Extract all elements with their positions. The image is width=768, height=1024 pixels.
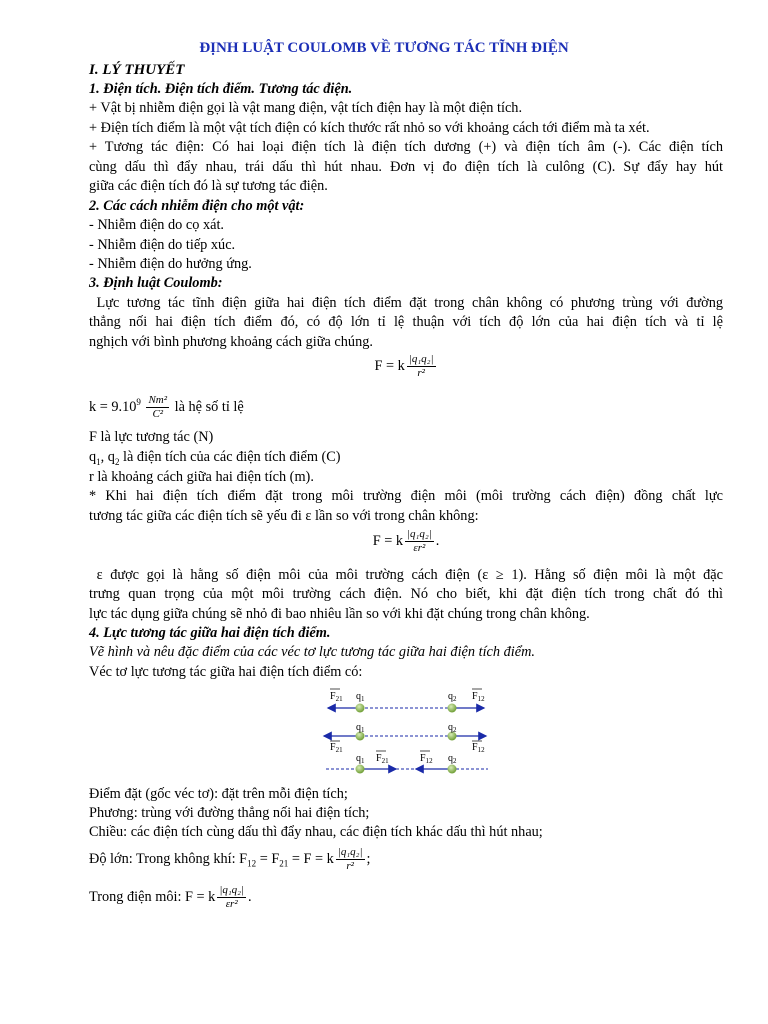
dielectric-line — [89, 884, 723, 911]
charge-q1 — [356, 765, 365, 774]
method-item: - Nhiễm điện do hưởng ứng. — [89, 256, 252, 272]
sense-line: Chiều: các điện tích cùng dấu thì đẩy nhau, các điện tích khác dấu thì hút nhau; — [89, 824, 543, 840]
label-q2: $q_2$ — [448, 753, 457, 765]
dielectric-fraction — [217, 884, 246, 911]
formula-denominator: r² — [417, 367, 425, 379]
paragraph-line: nghịch với bình phương khoảng cách giữa chúng. — [89, 334, 373, 350]
direction-line: Phương: trùng với đường thẳng nối hai điện tích; — [89, 805, 370, 821]
paragraph-line: lực tác dụng giữa chúng sẽ nhỏ đi bao nhiêu lần so với khi đặt chúng trong chân không. — [89, 606, 590, 622]
paragraph-line: giữa các điện tích đó là sự tương tác điện. — [89, 178, 328, 194]
sub-1: 1 — [96, 456, 101, 467]
repulsion-row-1 — [328, 689, 485, 713]
definition-q — [89, 448, 723, 468]
paragraph-line: Véc tơ lực tương tác giữa hai điện tích điểm có: — [89, 664, 363, 680]
dielectric-numerator: |q₁q₂| — [219, 884, 245, 896]
repulsion-row-2 — [324, 722, 486, 754]
q-symbol: q — [89, 449, 97, 465]
label-q1: $q_1$ — [356, 753, 365, 765]
page-title: ĐỊNH LUẬT COULOMB VỀ TƯƠNG TÁC TĨNH ĐIỆN — [199, 40, 569, 56]
q-symbol: , q — [100, 449, 115, 465]
subheading-3: 3. Định luật Coulomb: — [89, 275, 223, 291]
k-unit-denominator: C² — [152, 408, 164, 420]
formula-lhs: F = k — [374, 357, 405, 374]
paragraph-line: + Vật bị nhiễm điện gọi là vật mang điện, vật tích điện hay là một điện tích. — [89, 100, 523, 116]
paragraph-line: Lực tương tác tĩnh điện giữa hai điện tích điểm đặt trong chân không có phương trùng với đường — [89, 295, 723, 311]
section-heading: I. LÝ THUYẾT — [89, 62, 185, 78]
subheading-1: 1. Điện tích. Điện tích điểm. Tương tác điện. — [89, 81, 353, 97]
formula-denominator: εr² — [413, 542, 426, 554]
point-of-application: Điểm đặt (gốc véc tơ): đặt trên mỗi điện tích; — [89, 786, 348, 802]
dielectric-end: . — [248, 888, 252, 905]
magnitude-text: = F = k — [288, 850, 334, 867]
k-unit-numerator: Nm² — [148, 394, 168, 406]
k-unit-fraction — [146, 394, 169, 421]
magnitude-line — [89, 846, 723, 873]
label-F12: $F_{12}$ — [420, 753, 433, 765]
definition-r: r là khoảng cách giữa hai điện tích (m). — [89, 469, 314, 485]
paragraph-line: * Khi hai điện tích điểm đặt trong môi trường điện môi (môi trường cách điện) đồng chất lực — [89, 488, 723, 504]
formula-numerator: |q₁q₂| — [407, 528, 432, 540]
sub-21: 21 — [279, 858, 289, 869]
label-q2: $q_2$ — [448, 691, 457, 703]
label-F21: $F_{21}$ — [330, 691, 343, 703]
coulomb-formula — [89, 353, 723, 380]
force-vectors-figure — [316, 683, 492, 783]
definition-text: là điện tích của các điện tích điểm (C) — [119, 449, 341, 465]
paragraph-line: tương tác giữa các điện tích sẽ yếu đi ε lần so với trong chân không: — [89, 508, 479, 524]
label-F12: $F_{12}$ — [472, 742, 485, 754]
k-constant-line — [89, 394, 723, 421]
charge-q2 — [448, 765, 457, 774]
k-lhs: k = 9.10 — [89, 398, 137, 415]
magnitude-numerator: |q₁q₂| — [337, 846, 363, 858]
paragraph-line: + Tương tác điện: Có hai loại điện tích là điện tích dương (+) và điện tích âm (-). Các điện tích — [89, 139, 723, 155]
magnitude-text: = F — [256, 850, 280, 867]
definition-F: F là lực tương tác (N) — [89, 429, 214, 445]
paragraph-line: + Điện tích điểm là một vật tích điện có kích thước rất nhỏ so với khoảng cách tới điểm mà ta xét. — [89, 120, 650, 136]
subheading-2: 2. Các cách nhiễm điện cho một vật: — [89, 198, 305, 214]
magnitude-text: Độ lớn: Trong không khí: F — [89, 850, 248, 867]
k-exponent: 9 — [136, 397, 141, 408]
dielectric-formula — [89, 528, 723, 555]
task-line: Vẽ hình và nêu đặc điểm của các véc tơ lực tương tác giữa hai điện tích điểm. — [89, 644, 535, 660]
charge-q1 — [356, 704, 365, 713]
label-F12: $F_{12}$ — [472, 691, 485, 703]
paragraph-line: cùng dấu thì đẩy nhau, trái dấu thì hút nhau. Đơn vị đo điện tích là culông (C). Sự đẩy hay hút — [89, 159, 723, 175]
formula-numerator: |q₁q₂| — [408, 353, 434, 365]
paragraph-line: ε được gọi là hằng số điện môi của môi trường cách điện (ε ≥ 1). Hằng số điện môi là một đặc — [89, 567, 723, 583]
dielectric-denominator: εr² — [225, 898, 238, 910]
formula-fraction — [407, 353, 436, 380]
label-q1: $q_1$ — [356, 722, 365, 734]
magnitude-fraction — [336, 846, 365, 873]
dielectric-text: Trong điện môi: F = k — [89, 888, 216, 905]
paragraph-line: thẳng nối hai điện tích điểm đó, có độ lớn tỉ lệ thuận với tích độ lớn của hai điện tích và tỉ lệ — [89, 314, 723, 330]
sub-12: 12 — [247, 858, 257, 869]
sub-2: 2 — [114, 456, 120, 467]
charge-q2 — [448, 704, 457, 713]
label-q1: $q_1$ — [356, 691, 365, 703]
label-F21: $F_{21}$ — [330, 742, 343, 754]
magnitude-denominator: r² — [346, 860, 354, 872]
formula-period: . — [435, 532, 440, 549]
attraction-row — [326, 751, 488, 774]
k-description: là hệ số tỉ lệ — [174, 398, 244, 415]
magnitude-end: ; — [366, 850, 371, 867]
method-item: - Nhiễm điện do tiếp xúc. — [89, 237, 236, 253]
method-item: - Nhiễm điện do cọ xát. — [89, 217, 224, 233]
subheading-4: 4. Lực tương tác giữa hai điện tích điểm. — [89, 625, 331, 641]
force-diagram-svg — [316, 683, 492, 783]
formula-fraction — [405, 528, 434, 555]
formula-lhs: F = k — [372, 532, 404, 549]
label-F21: $F_{21}$ — [376, 753, 389, 765]
label-q2: $q_2$ — [448, 722, 457, 734]
paragraph-line: trưng quan trọng của một môi trường cách điện. Nó cho biết, khi đặt điện tích trong chất đó thì — [89, 586, 723, 602]
